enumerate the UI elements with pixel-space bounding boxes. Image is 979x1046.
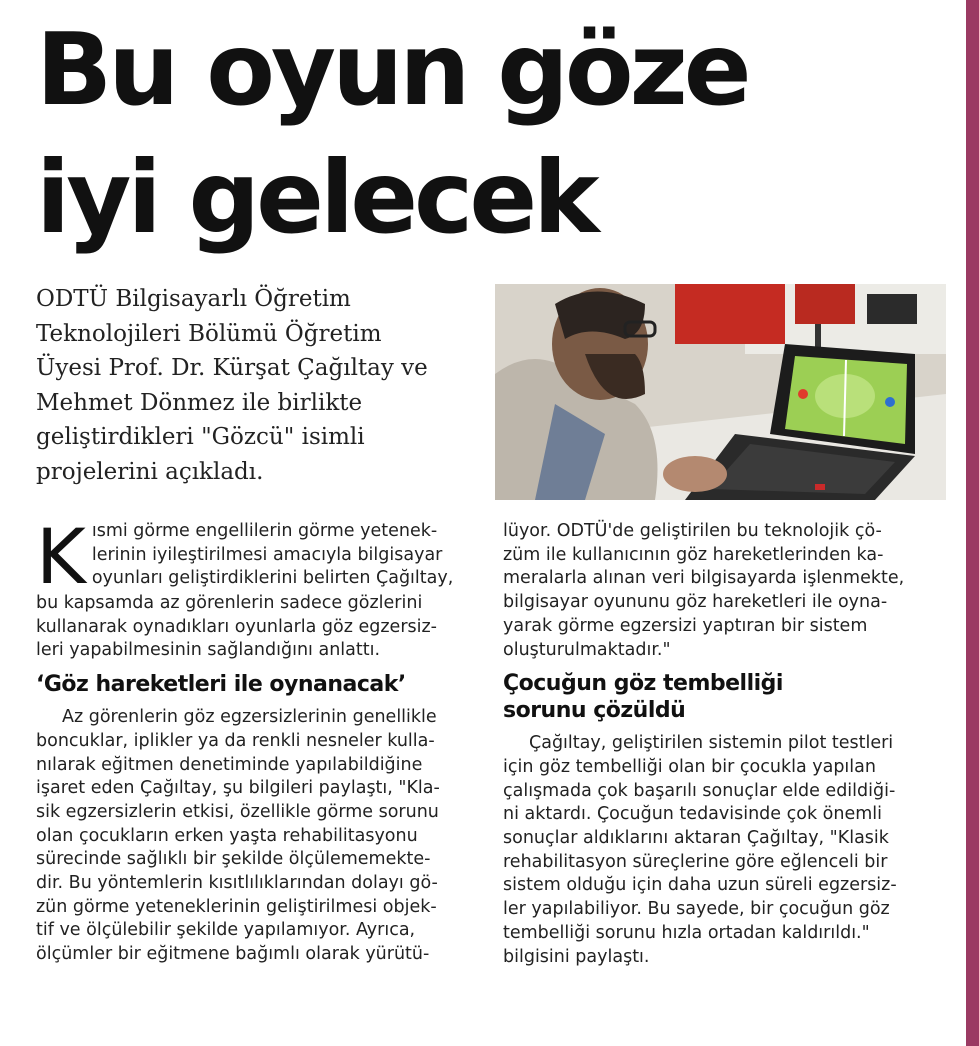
body-line: ler yapılabiliyor. Bu sayede, bir çocuğun göz [503,899,890,920]
body-line: Çağıltay, geliştirilen sistemin pilot testleri [529,733,894,754]
article-photo [495,284,946,500]
body-line: sonuçlar aldıklarını aktaran Çağıltay, "Klasik [503,828,889,849]
body-line: bilgisayar oyununu göz hareketleri ile oyna- [503,592,888,613]
section-1-paragraph [36,706,481,967]
lede-line: geliştirdikleri "Gözcü" isimli [36,424,365,450]
article-column-right [503,520,943,969]
section-heading-eye-movements [36,671,481,698]
body-line: bilgisini paylaştı. [503,946,650,967]
headline-line-1: Bu oyun göze [36,11,748,128]
body-line: sistem olduğu için daha uzun süreli egzersiz- [503,875,897,896]
lede-line: Mehmet Dönmez ile birlikte [36,389,363,416]
body-line: ölçümler bir eğitmene bağımlı olarak yürütü- [36,944,430,965]
body-line: için göz tembelliği olan bir çocukla yapılan [503,756,876,777]
body-line: sik egzersizlerin etkisi, özellikle görme sorunu [36,801,439,822]
body-line: rehabilitasyon süreçlerine göre eğlenceli bir [503,851,888,872]
lede-line: Teknolojileri Bölümü Öğretim [36,320,382,347]
body-line: sürecinde sağlıklı bir şekilde ölçülememekte- [36,849,431,870]
continuation-paragraph [503,520,943,662]
body-line: bu kapsamda az görenlerin sadece gözlerini [36,593,423,613]
body-line: boncuklar, iplikler ya da renkli nesneler kulla- [36,730,435,751]
lede-line: projelerini açıkladı. [36,458,264,485]
section-2-paragraph [503,732,943,969]
body-line: dir. Bu yöntemlerin kısıtlılıklarından dolayı gö- [36,873,438,894]
section-heading-text: sorunu çözüldü [503,698,686,724]
body-line: tif ve ölçülebilir şekilde yapılamıyor. Ayrıca, [36,920,416,941]
body-line: zün görme yeteneklerinin geliştirilmesi objek- [36,896,437,917]
body-line: züm ile kullanıcının göz hareketlerinden ka- [503,544,884,565]
section-heading-lazy-eye [503,670,943,724]
body-line: Az görenlerin göz egzersizlerinin genellikle [62,707,437,728]
drop-cap: K [36,512,86,601]
lede-line: ODTÜ Bilgisayarlı Öğretim [36,286,351,312]
body-line: ni aktardı. Çocuğun tedavisinde çok önemli [503,804,882,825]
headline [36,6,936,262]
article-column-left [36,512,481,967]
body-line: oluşturulmaktadır." [503,639,671,660]
lede-summary [36,282,476,489]
body-line: kullanarak oynadıkları oyunlarla göz egzersiz- [36,616,437,637]
body-line: işaret eden Çağıltay, şu bilgileri paylaştı, "Kla- [36,778,440,799]
body-line: leri yapabilmesinin sağlandığını anlattı. [36,640,381,661]
intro-paragraph [36,512,481,663]
body-line: lüyor. ODTÜ'de geliştirilen bu teknolojik çö- [503,521,882,541]
section-heading-text: Çocuğun göz tembelliği [503,671,783,697]
body-line: tembelliği sorunu hızla ortadan kaldırıldı." [503,922,870,943]
headline-line-2: iyi gelecek [36,139,596,256]
lede-line: Üyesi Prof. Dr. Kürşat Çağıltay ve [36,355,428,381]
body-line: oyunları geliştirdiklerini belirten Çağıltay, [91,568,454,589]
body-line: yarak görme egzersizi yaptıran bir sistem [503,615,868,636]
page-edge-bar [966,0,979,1046]
body-line: çalışmada çok başarılı sonuçlar elde edildiği- [503,780,896,801]
body-line: lerinin iyileştirilmesi amacıyla bilgisayar [91,544,443,565]
body-line: meralarla alınan veri bilgisayarda işlenmekte, [503,568,905,589]
section-heading-text: ‘Göz hareketleri ile oynanacak’ [36,672,406,698]
body-line: ısmi görme engellilerin görme yetenek- [91,521,438,541]
body-line: nılarak eğitmen denetiminde yapılabildiğine [36,754,423,775]
man-playing-eye-tracking-game-on-laptop-photo-icon [495,284,946,500]
body-line: olan çocukların erken yaşta rehabilitasyonu [36,825,418,846]
